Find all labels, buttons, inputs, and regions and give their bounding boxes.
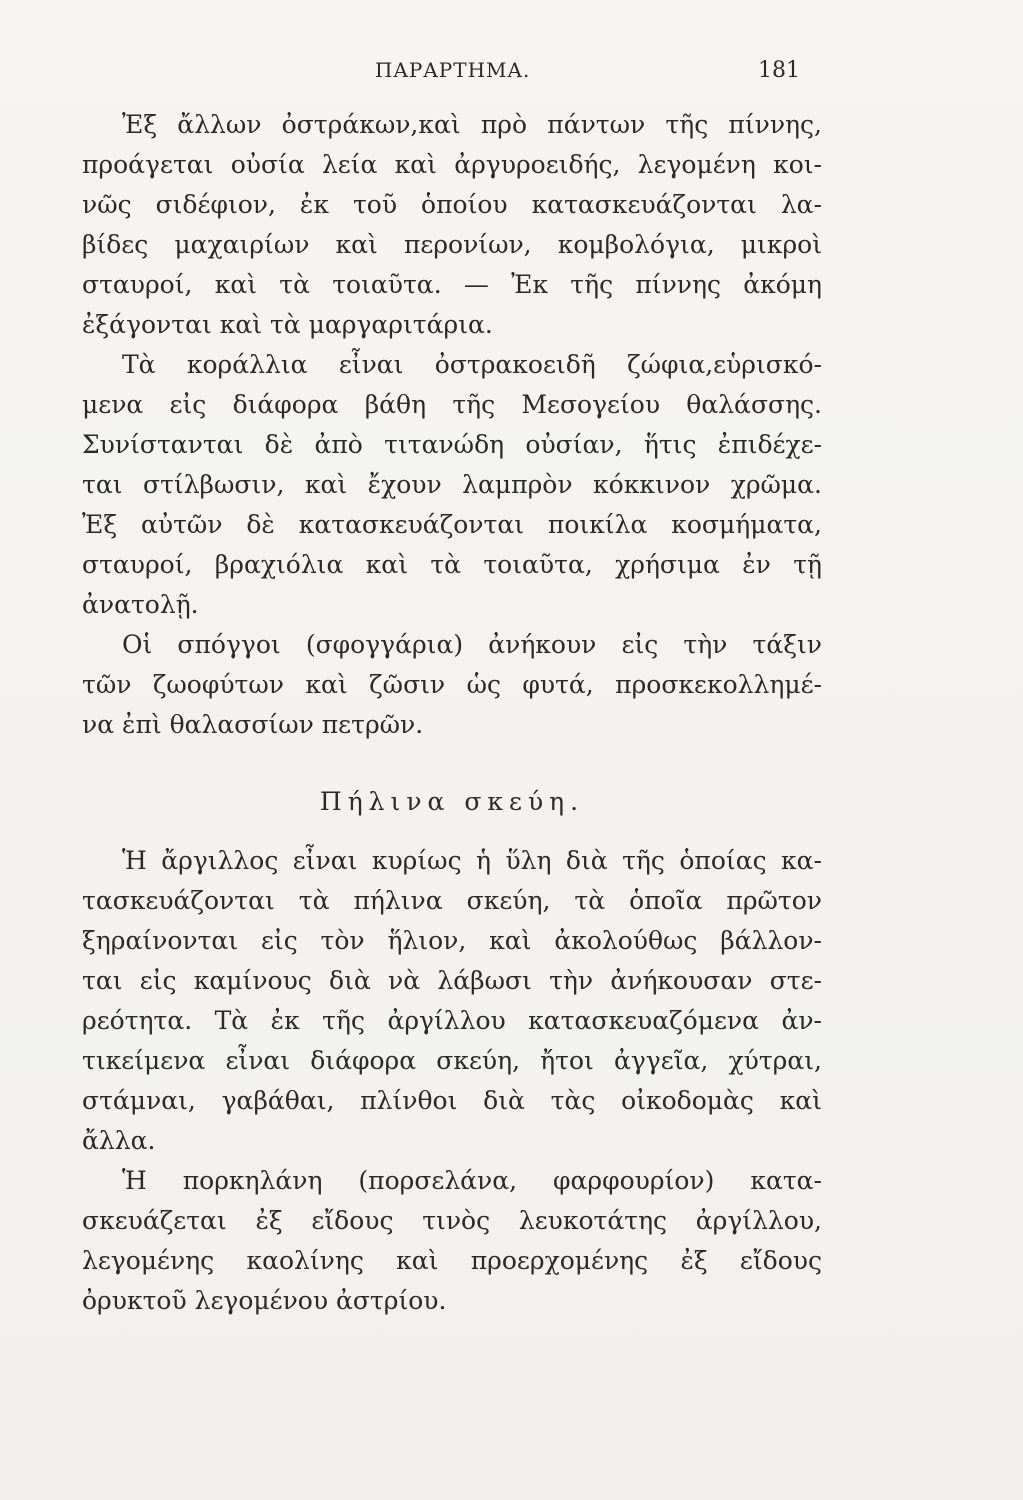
text-line: Οἱ σπόγγοι (σφογγάρια) ἀνήκουν εἰς τὴν τάξιν <box>122 630 822 659</box>
text-line: ται στίλβωσιν, καὶ ἔχουν λαμπρὸν κόκκινον χρῶμα. <box>82 470 822 499</box>
text-line: τικείμενα εἶναι διάφορα σκεύη, ἤτοι ἀγγεῖα, χύτραι, <box>82 1046 822 1075</box>
text-line: ἄλλα. <box>82 1126 156 1155</box>
text-line: ἐξάγονται καὶ τὰ μαργαριτάρια. <box>82 310 493 339</box>
text-line: Ἡ πορκηλάνη (πορσελάνα, φαρφουρίον) κατα- <box>122 1166 822 1195</box>
text-line: ἀνατολῇ. <box>82 590 199 619</box>
text-line: ται εἰς καμίνους διὰ νὰ λάβωσι τὴν ἀνήκουσαν στε- <box>82 966 822 995</box>
text-line: να ἐπὶ θαλασσίων πετρῶν. <box>82 710 424 739</box>
page-number: 181 <box>758 58 800 83</box>
paragraph-mother-of-pearl <box>82 105 822 345</box>
paragraph-corals <box>82 345 822 625</box>
text-line: προάγεται οὐσία λεία καὶ ἀργυροειδής, λεγομένη κοι- <box>82 150 822 179</box>
paragraph-sponges <box>82 625 822 745</box>
section-heading: Πήλινα σκεύη. <box>319 787 585 816</box>
text-line: ξηραίνονται εἰς τὸν ἥλιον, καὶ ἀκολούθως βάλλον- <box>82 926 822 955</box>
running-title: ΠΑΡΑΡΤΗΜΑ. <box>375 58 531 82</box>
text-line: ρεότητα. Τὰ ἐκ τῆς ἀργίλλου κατασκευαζόμενα ἀν- <box>82 1006 822 1035</box>
body-text <box>82 105 822 1321</box>
text-line: βίδες μαχαιρίων καὶ περονίων, κομβολόγια, μικροὶ <box>82 230 822 259</box>
page-header <box>0 58 1023 92</box>
text-line: στάμναι, γαβάθαι, πλίνθοι διὰ τὰς οἰκοδομὰς καὶ <box>82 1086 822 1115</box>
text-line: λεγομένης καολίνης καὶ προερχομένης ἐξ εἴδους <box>82 1246 822 1275</box>
text-line: νῶς σιδέφιον, ἐκ τοῦ ὁποίου κατασκευάζονται λα- <box>82 190 822 219</box>
text-line: τῶν ζωοφύτων καὶ ζῶσιν ὡς φυτά, προσκεκολλημέ- <box>82 670 822 699</box>
text-line: σκευάζεται ἐξ εἴδους τινὸς λευκοτάτης ἀργίλλου, <box>82 1206 822 1235</box>
paragraph-porcelain <box>82 1161 822 1321</box>
text-line: ὀρυκτοῦ λεγομένου ἀστρίου. <box>82 1286 447 1315</box>
text-line: σταυροί, καὶ τὰ τοιαῦτα. — Ἐκ τῆς πίννης ἀκόμη <box>82 270 822 299</box>
text-line: Ἐξ ἄλλων ὀστράκων,καὶ πρὸ πάντων τῆς πίννης, <box>122 110 822 139</box>
text-line: τασκευάζονται τὰ πήλινα σκεύη, τὰ ὁποῖα πρῶτον <box>82 886 822 915</box>
text-line: Συνίστανται δὲ ἀπὸ τιτανώδη οὐσίαν, ἥτις ἐπιδέχε- <box>82 430 822 459</box>
text-line: Ἡ ἄργιλλος εἶναι κυρίως ἡ ὕλη διὰ τῆς ὁποίας κα- <box>122 846 822 875</box>
text-line: Τὰ κοράλλια εἶναι ὀστρακοειδῆ ζώφια,εὑρισκό- <box>122 350 822 379</box>
text-line: Ἐξ αὐτῶν δὲ κατασκευάζονται ποικίλα κοσμήματα, <box>82 510 822 539</box>
text-line: μενα εἰς διάφορα βάθη τῆς Μεσογείου θαλάσσης. <box>82 390 822 419</box>
paragraph-clay <box>82 841 822 1161</box>
text-line: σταυροί, βραχιόλια καὶ τὰ τοιαῦτα, χρήσιμα ἐν τῇ <box>82 550 822 579</box>
